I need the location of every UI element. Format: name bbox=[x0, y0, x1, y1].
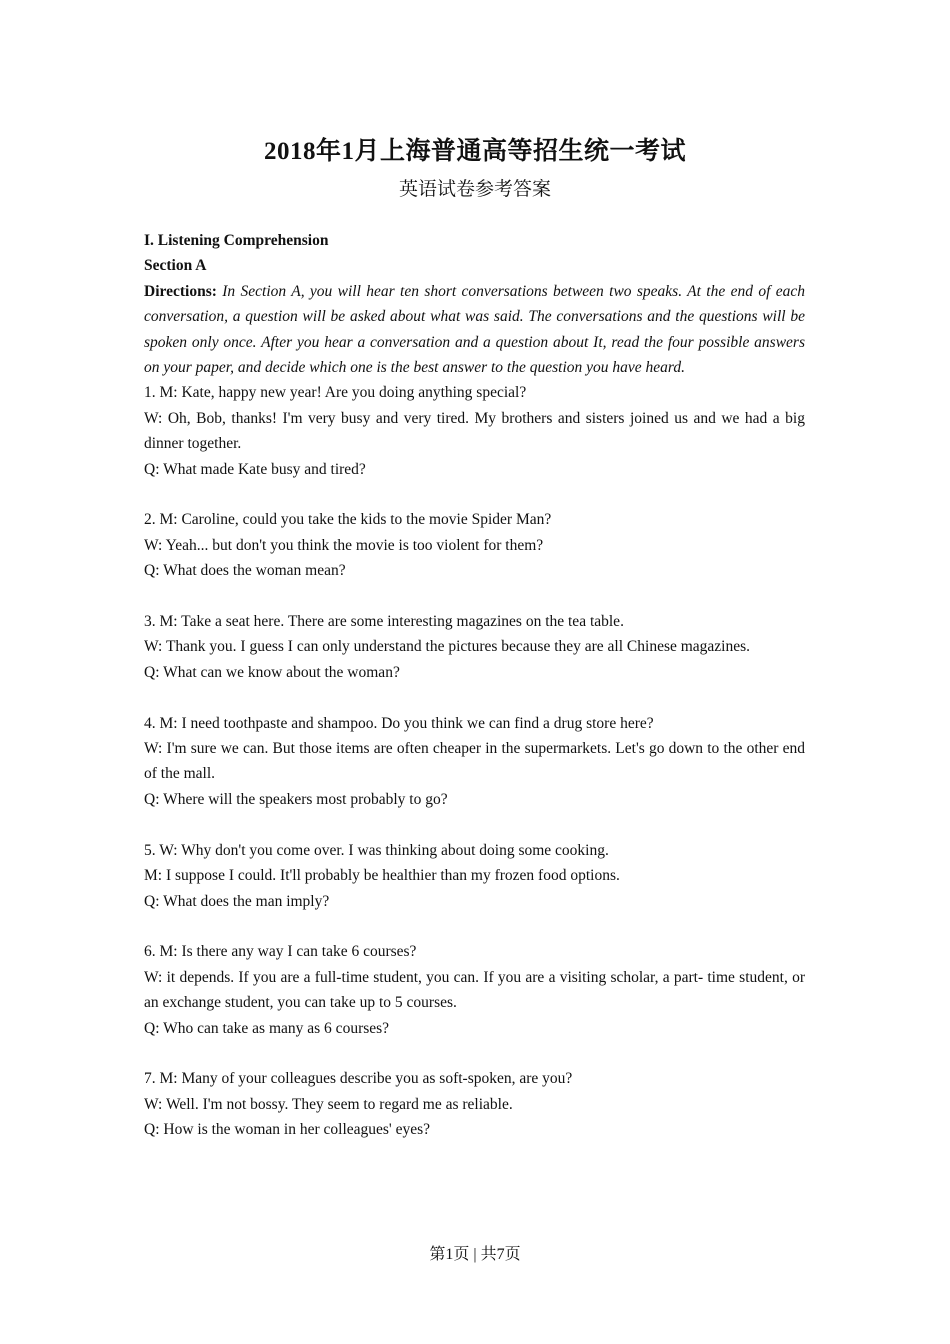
page-subtitle: 英语试卷参考答案 bbox=[398, 179, 551, 200]
conversation-1 bbox=[144, 380, 805, 482]
conversation-line: W: Oh, Bob, thanks! I'm very busy and very tired. My brothers and sisters joined us and we had a big dinner together. bbox=[144, 409, 805, 453]
directions-text: In Section A, you will hear ten short conversations between two speaks. At the end of each conversation, a question will be asked about what was said. The conversations and the questions will be spoken only once. After you hear a conversation and a question about It, read the four possible answers on your paper, and decide which one is the best answer to the question you have heard. bbox=[144, 282, 805, 377]
section-title: Section A bbox=[144, 257, 207, 275]
conversation-line: 2. M: Caroline, could you take the kids to the movie Spider Man? bbox=[144, 511, 552, 529]
spacer bbox=[144, 482, 805, 507]
conversation-line: W: Well. I'm not bossy. They seem to regard me as reliable. bbox=[144, 1095, 513, 1113]
conversation-line: 4. M: I need toothpaste and shampoo. Do you think we can find a drug store here? bbox=[144, 714, 654, 732]
conversation-question: Q: What can we know about the woman? bbox=[144, 663, 400, 681]
conversation-question: Q: Who can take as many as 6 courses? bbox=[144, 1019, 390, 1037]
conversation-question: Q: What made Kate busy and tired? bbox=[144, 460, 366, 478]
directions-paragraph bbox=[144, 279, 805, 381]
spacer bbox=[144, 914, 805, 939]
conversation-line: W: I'm sure we can. But those items are often cheaper in the supermarkets. Let's go down to the other end of the mall. bbox=[144, 740, 805, 783]
conversation-question: Q: Where will the speakers most probably to go? bbox=[144, 790, 448, 808]
spacer bbox=[144, 1041, 805, 1066]
conversation-6 bbox=[144, 939, 805, 1041]
conversation-line: M: I suppose I could. It'll probably be healthier than my frozen food options. bbox=[144, 867, 620, 885]
directions-label: Directions: bbox=[144, 282, 217, 300]
conversation-question: Q: What does the man imply? bbox=[144, 892, 330, 910]
conversation-7 bbox=[144, 1066, 805, 1142]
conversation-question: Q: What does the woman mean? bbox=[144, 562, 346, 580]
conversation-line: 5. W: Why don't you come over. I was thinking about doing some cooking. bbox=[144, 841, 609, 859]
document-body bbox=[144, 228, 805, 1143]
page-title: 2018年1月上海普通高等招生统一考试 bbox=[263, 138, 686, 165]
spacer bbox=[144, 685, 805, 710]
conversation-line: 1. M: Kate, happy new year! Are you doing anything special? bbox=[144, 384, 527, 402]
conversation-line: 3. M: Take a seat here. There are some interesting magazines on the tea table. bbox=[144, 613, 624, 631]
conversation-4 bbox=[144, 711, 805, 813]
spacer bbox=[144, 812, 805, 837]
conversation-question: Q: How is the woman in her colleagues' eyes? bbox=[144, 1121, 431, 1139]
conversation-line: 7. M: Many of your colleagues describe you as soft-spoken, are you? bbox=[144, 1070, 573, 1088]
conversation-line: W: Yeah... but don't you think the movie is too violent for them? bbox=[144, 536, 544, 554]
conversation-line: 6. M: Is there any way I can take 6 courses? bbox=[144, 943, 417, 961]
part-title: I. Listening Comprehension bbox=[144, 232, 329, 249]
conversation-2 bbox=[144, 507, 805, 583]
page-number: 第1页 | 共7页 bbox=[429, 1246, 521, 1263]
conversation-line: W: it depends. If you are a full-time student, you can. If you are a visiting scholar, a part- time student, or an exchange student, you can take up to 5 courses. bbox=[144, 968, 805, 1012]
conversation-line: W: Thank you. I guess I can only understand the pictures because they are all Chinese magazines. bbox=[144, 638, 751, 656]
conversation-3 bbox=[144, 609, 805, 685]
spacer bbox=[144, 584, 805, 609]
conversation-5 bbox=[144, 838, 805, 914]
